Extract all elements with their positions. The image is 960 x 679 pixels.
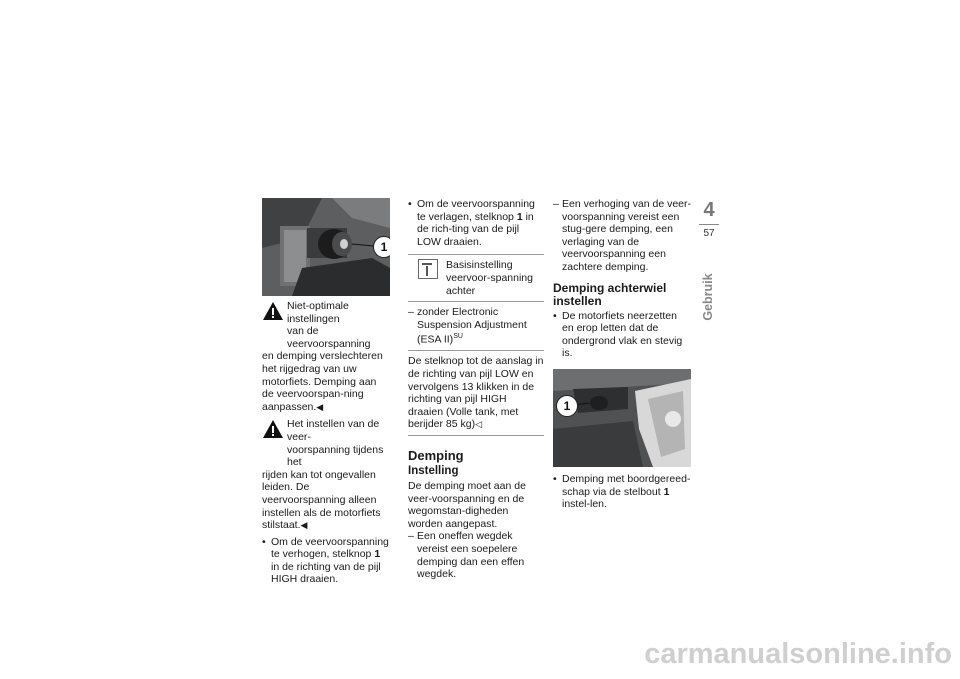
- warning-block-2: [262, 418, 390, 468]
- heading-instelling: Instelling: [408, 465, 459, 477]
- shock-adjuster-illustration: [262, 198, 390, 296]
- chapter-number: 4: [703, 199, 715, 221]
- damping-screw-illustration: [553, 369, 691, 467]
- bullet-park-motorcycle: • De motorfiets neerzetten en erop letten dat de ondergrond vlak en stevig is.: [553, 310, 691, 360]
- bullet-decrease-preload: • Om de veervoorspanning te verlagen, stelknop 1 in de rich-ting van de pijl LOW draaien.: [408, 198, 544, 248]
- photo-callout-1: 1: [556, 395, 578, 417]
- heading-demping: Demping: [408, 448, 464, 463]
- info-end-mark: ◁: [475, 419, 483, 430]
- warning1-text: en demping verslechteren het rijgedrag van uw motorfiets. Demping aan de veervoorspan-ning aanpassen.◀: [262, 350, 383, 413]
- heading-demping-achterwiel: Demping achterwiel instellen: [553, 280, 667, 308]
- dash-uneven-road: – Een oneffen wegdek vereist een soepelere demping dan een effen wegdek.: [408, 530, 544, 580]
- warning2-text: rijden kan tot ongevallen leiden. De veervoorspanning alleen instellen als de motorfiets stilstaat.◀: [262, 468, 381, 532]
- shock-adjuster-photo: [262, 198, 390, 296]
- chapter-title: Gebruik: [701, 273, 715, 321]
- demping-paragraph: De demping moet aan de veer-voorspanning en de wegomstan-digheden worden aangepast.: [408, 480, 526, 530]
- column-3: [553, 198, 691, 511]
- info-value-row: [408, 351, 544, 436]
- warning2-line1: Het instellen van de veer-: [287, 418, 380, 443]
- photo-callout-1: 1: [373, 236, 390, 258]
- bullet-increase-preload: • Om de veervoorspanning te verhogen, stelknop 1 in de richting van de pijl HIGH draaien.: [262, 536, 390, 586]
- info-title: Basisinstelling veervoor-spanning achter: [446, 259, 533, 297]
- warning-block-1: [262, 300, 390, 350]
- warning-triangle-icon: [262, 419, 284, 439]
- warning1-line1: Niet-optimale instellingen: [287, 300, 349, 325]
- warning-triangle-icon: [262, 301, 284, 321]
- warning2-line2: voorspanning tijdens het: [287, 443, 384, 469]
- watermark: carmanualsonline.info: [644, 638, 952, 670]
- chapter-divider: [699, 224, 719, 225]
- info-box-header: [408, 255, 544, 302]
- damping-screw-photo: [553, 369, 691, 467]
- info-box-basic-setting: [408, 254, 544, 436]
- info-condition: zonder Electronic Suspension Adjustment (ESA II): [417, 306, 527, 346]
- warning1-line2: van de veervoorspanning: [287, 325, 371, 350]
- dash-preload-damping: – Een verhoging van de veer-voorspanning vereist een stug-gere demping, een verlaging van de veervoorspanning een zachtere demping.: [553, 198, 691, 274]
- column-2: [408, 198, 544, 581]
- chapter-marker: [698, 198, 722, 239]
- info-condition-row: [408, 302, 544, 351]
- column-1: [262, 198, 390, 586]
- info-sup: SU: [453, 333, 463, 341]
- setting-wrench-icon: [418, 259, 438, 279]
- page-number: 57: [703, 228, 715, 239]
- info-value: De stelknop tot de aanslag in de richting van pijl LOW en vervolgens 13 klikken in de richting van pijl HIGH draaien (Volle tank, met berijder 85 kg): [408, 355, 544, 431]
- bullet-adjust-damping: • Demping met boordgereed-schap via de stelbout 1 instel-len.: [553, 473, 691, 511]
